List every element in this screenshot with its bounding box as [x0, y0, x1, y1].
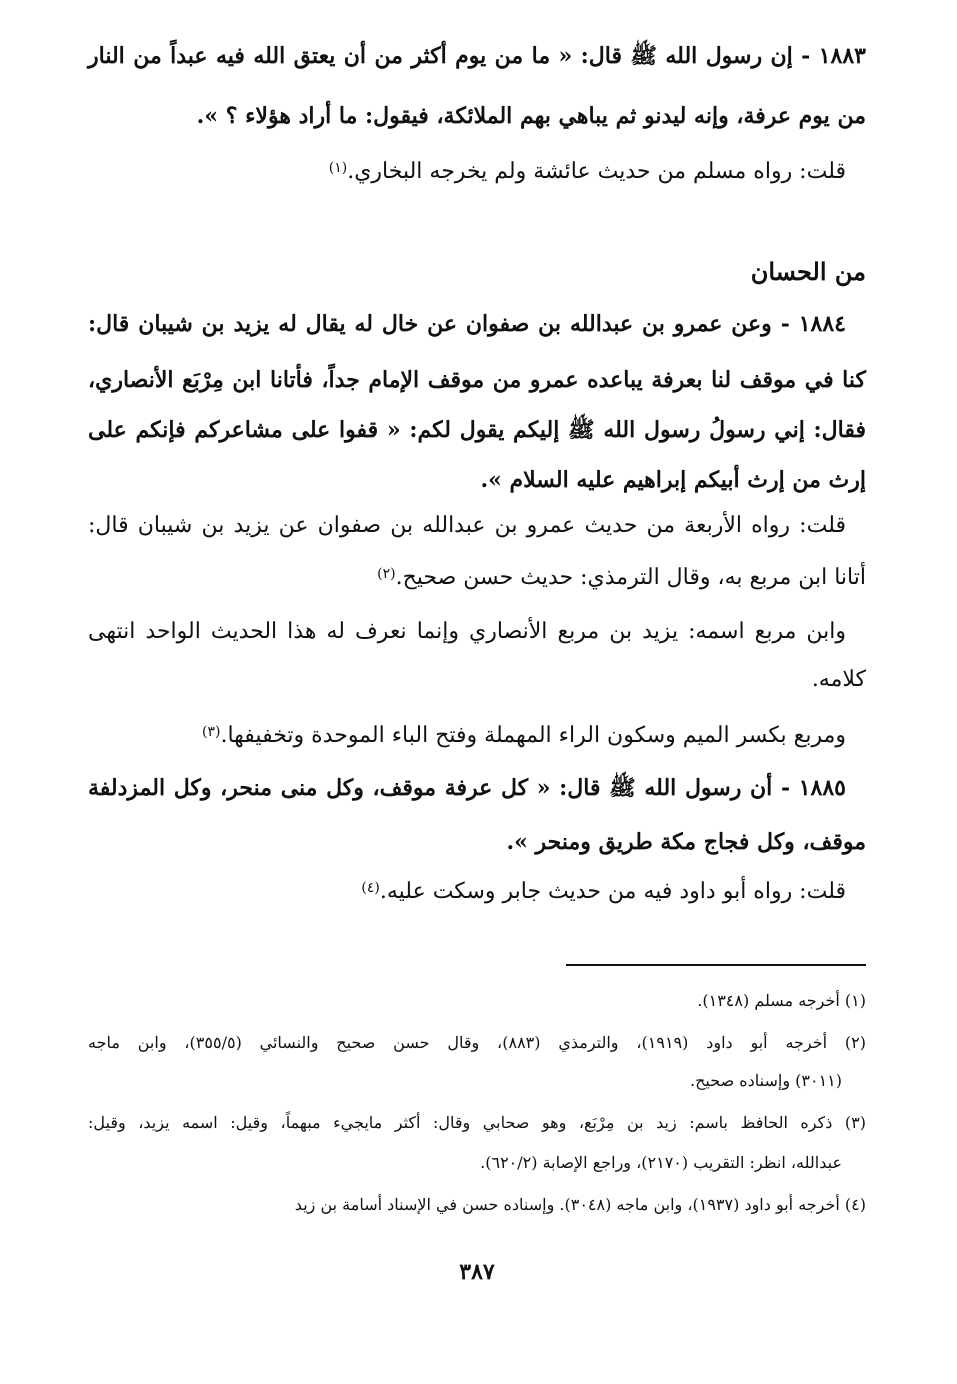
hadith-1884-line-3: فقال: إني رسولُ رسول الله ﷺ إليكم يقول لكم: « قفوا على مشاعركم فإنكم على [88, 417, 866, 443]
footnote-4: (٤) أخرجه أبو داود (١٩٣٧)، وابن ماجه (٣٠٤٨). وإسناده حسن في الإسناد أسامة بن زيد [294, 1195, 866, 1214]
footnote-1: (١) أخرجه مسلم (١٣٤٨). [697, 991, 866, 1010]
hadith-1883-line-1: ١٨٨٣ - إن رسول الله ﷺ قال: « ما من يوم أكثر من أن يعتق الله فيه عبداً من النار [88, 43, 866, 69]
hadith-1885-line-2: موقف، وكل فجاج مكة طريق ومنحر ». [506, 829, 866, 855]
footnote-ref: (١) [328, 160, 348, 176]
hadith-1884-line-2: كنا في موقف لنا بعرفة يباعده عمرو من موقف الإمام جداً، فأتانا ابن مِرْبَع الأنصاري، [88, 367, 866, 393]
note-text: قلت: رواه مسلم من حديث عائشة ولم يخرجه البخاري. [347, 159, 846, 184]
footnote-separator [566, 964, 866, 966]
hadith-1885-line-1: ١٨٨٥ - أن رسول الله ﷺ قال: « كل عرفة موقف، وكل منى منحر، وكل المزدلفة [88, 775, 846, 801]
hadith-1884-note-line-1: قلت: رواه الأربعة من حديث عمرو بن عبدالله بن صفوان عن يزيد بن شيبان قال: [88, 513, 846, 538]
hadith-1884-note-line-2 [88, 558, 866, 598]
section-heading: من الحسان [750, 257, 866, 286]
footnote-2-line-1: (٢) أخرجه أبو داود (١٩١٩)، والترمذي (٨٨٣)، وقال حسن صحيح والنسائي (٣٥٥/٥)، وابن ماجه [88, 1033, 867, 1052]
footnote-ref: (٣) [202, 724, 221, 740]
hadith-1884-line-4: إرث من إرث أبيكم إبراهيم عليه السلام ». [480, 467, 866, 493]
hadith-1884-note-line-3: وابن مربع اسمه: يزيد بن مربع الأنصاري وإنما نعرف له هذا الحديث الواحد انتهى [88, 619, 846, 644]
hadith-1883-line-2: من يوم عرفة، وإنه ليدنو ثم يباهي بهم الملائكة، فيقول: ما أراد هؤلاء ؟ ». [196, 103, 866, 129]
page-number: ٣٨٧ [459, 1259, 495, 1285]
footnote-3-line-2: عبدالله، انظر: التقريب (٢١٧٠)، وراجع الإصابة (٦٢٠/٢). [480, 1153, 842, 1172]
hadith-1884-note-line-5 [88, 716, 866, 756]
note-text: أتانا ابن مربع به، وقال الترمذي: حديث حسن صحيح. [395, 565, 866, 590]
hadith-1885-note [88, 872, 866, 912]
hadith-1884-note-line-4: كلامه. [811, 667, 866, 692]
hadith-1884-line-1: ١٨٨٤ - وعن عمرو بن عبدالله بن صفوان عن خال له يقال له يزيد بن شيبان قال: [88, 311, 846, 337]
note-text: ومربع بكسر الميم وسكون الراء المهملة وفتح الباء الموحدة وتخفيفها. [220, 723, 846, 748]
footnote-ref: (٤) [361, 880, 380, 896]
footnote-ref: (٢) [377, 566, 396, 582]
footnote-3-line-1: (٣) ذكره الحافظ باسم: زيد بن مِرْبَع، وهو صحابي وقال: أكثر مايجيء مبهماً، وقيل: اسمه يزيد، وقيل: [88, 1113, 866, 1132]
footnote-2-line-2: (٣٠١١) وإسناده صحيح. [690, 1071, 842, 1090]
hadith-1883-note [88, 152, 866, 192]
book-page [88, 30, 866, 1360]
note-text: قلت: رواه أبو داود فيه من حديث جابر وسكت عليه. [379, 879, 846, 904]
